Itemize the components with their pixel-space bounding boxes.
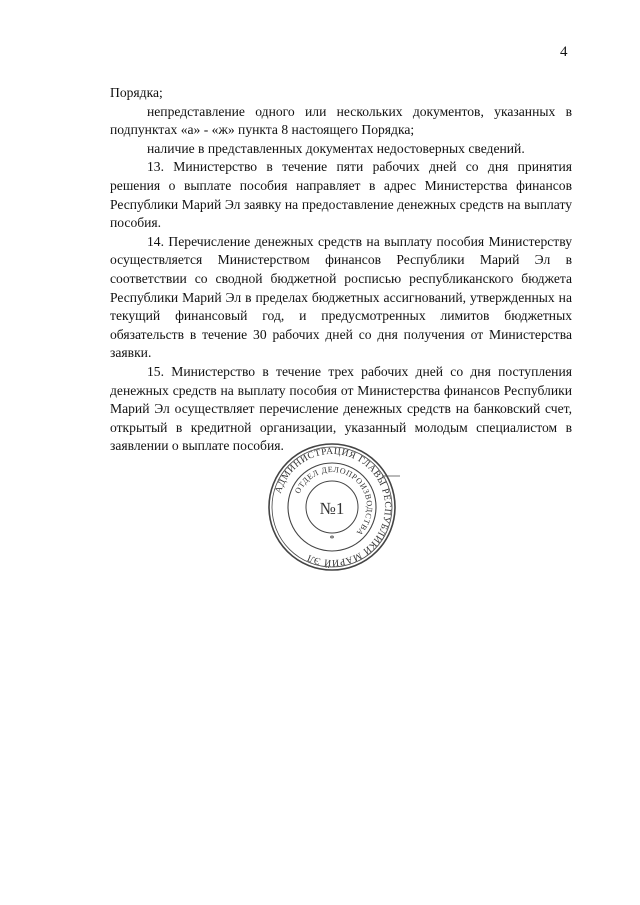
paragraph-13: 13. Министерство в течение пяти рабочих дней со дня принятия решения о выплате пособия направляет в адрес Министерства финансов Республики Марий Эл заявку на предоставление денежных средств на выплату пособия.	[110, 159, 572, 231]
paragraph-14: 14. Перечисление денежных средств на выплату пособия Министерству осуществляется Министерством финансов Республики Марий Эл в соответствии со сводной бюджетной росписью республиканского бюджета Республики Марий Эл в пределах бюджетных ассигнований, утвержденных на текущий финансовый год, и предусмотренных лимитов бюджетных обязательств в течение 30 рабочих дней со дня получения от Министерства заявки.	[110, 233, 572, 361]
paragraph-nonsubmission: непредставление одного или нескольких документов, указанных в подпунктах «а» - «ж» пункта 8 настоящего Порядка;	[110, 103, 572, 138]
stamp-seal	[262, 442, 402, 572]
official-stamp	[262, 442, 402, 572]
page-number: 4	[560, 44, 568, 60]
paragraph-false-info: наличие в представленных документах недостоверных сведений.	[147, 140, 525, 156]
stamp-center-number: №1	[319, 499, 345, 518]
stamp-star: *	[329, 534, 335, 545]
stamp-inner-text: ОТДЕЛ ДЕЛОПРОИЗВОДСТВА	[293, 464, 375, 538]
document-body	[110, 84, 572, 456]
paragraph-continuation: Порядка;	[110, 85, 163, 100]
paragraph-15: 15. Министерство в течение трех рабочих дней со дня поступления денежных средств на выплату пособия от Министерства финансов Республики Марий Эл осуществляет перечисление денежных средств на банковский счет, открытый в кредитной организации, указанный молодым специалистом в заявлении о выплате пособия.	[110, 363, 572, 454]
stamp-outer-text: АДМИНИСТРАЦИЯ ГЛАВЫ РЕСПУБЛИКИ МАРИЙ ЭЛ	[273, 446, 393, 568]
